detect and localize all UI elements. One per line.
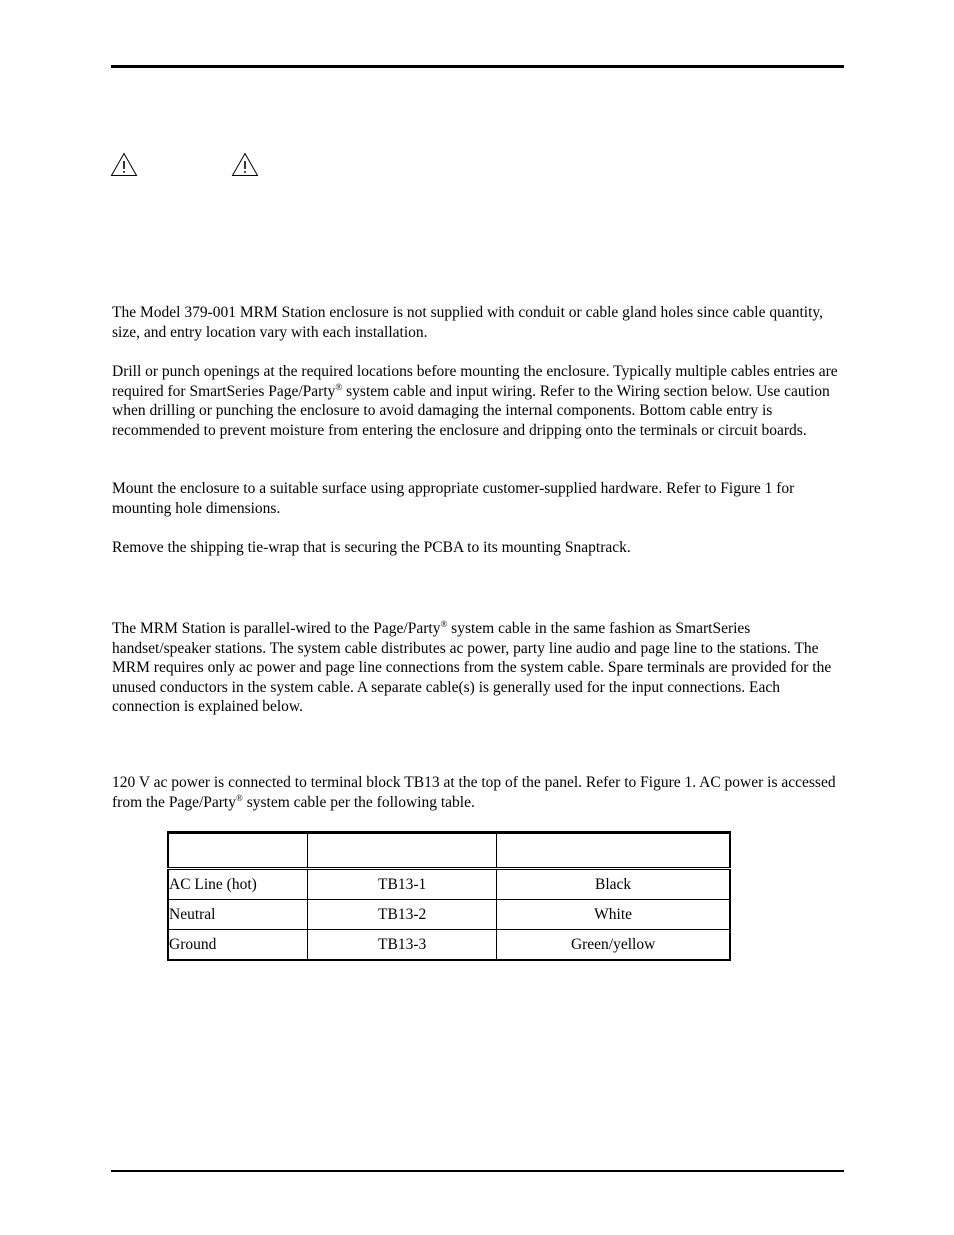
- table-header-cell: [168, 833, 308, 869]
- registered-mark: ®: [235, 792, 243, 803]
- paragraph-remove-tie-wrap: Remove the shipping tie-wrap that is securing the PCBA to its mounting Snaptrack.: [112, 539, 631, 556]
- signal-cell: AC Line (hot): [168, 869, 308, 900]
- warning-triangle-icon: [110, 152, 138, 177]
- table-header-cell: [497, 833, 730, 869]
- paragraph-enclosure-holes: The Model 379-001 MRM Station enclosure is not supplied with conduit or cable gland holes since cable quantity, size, and entry location vary with each installation.: [112, 304, 824, 341]
- table-row: [168, 900, 730, 930]
- registered-mark: ®: [440, 618, 448, 629]
- signal-cell: Neutral: [168, 900, 308, 930]
- wire-color-cell: Green/yellow: [497, 930, 730, 961]
- header-rule: [111, 65, 844, 68]
- table-header-cell: [308, 833, 497, 869]
- wire-color-cell: Black: [497, 869, 730, 900]
- footer-rule: [111, 1170, 844, 1172]
- table-header-row: [168, 833, 730, 869]
- terminal-cell: TB13-2: [308, 900, 497, 930]
- ac-power-table: [167, 831, 731, 961]
- table-row: [168, 930, 730, 961]
- paragraph-drill-openings: Drill or punch openings at the required locations before mounting the enclosure. Typically multiple cables entries are required for SmartSeries Page/Party® system cable and input wiring. Refer to the Wiring section below. Use caution when drilling or punching the enclosure to avoid damaging the internal components. Bottom cable entry is recommended to prevent moisture from entering the enclosure and dripping onto the terminals or circuit boards.: [112, 363, 838, 439]
- table-row: [168, 869, 730, 900]
- warning-triangle-icon: [231, 152, 259, 177]
- signal-cell: Ground: [168, 930, 308, 961]
- paragraph-wiring-overview: The MRM Station is parallel-wired to the Page/Party® system cable in the same fashion as SmartSeries handset/speaker stations. The system cable distributes ac power, party line audio and page line to the stations. The MRM requires only ac power and page line connections from the system cable. Spare terminals are provided for the unused conductors in the system cable. A separate cable(s) is generally used for the input connections. Each connection is explained below.: [112, 618, 832, 716]
- registered-mark: ®: [335, 381, 343, 392]
- terminal-cell: TB13-1: [308, 869, 497, 900]
- paragraph-ac-power: 120 V ac power is connected to terminal block TB13 at the top of the panel. Refer to Figure 1. AC power is accessed from the Page/Party® system cable per the following table.: [112, 774, 836, 811]
- terminal-cell: TB13-3: [308, 930, 497, 961]
- paragraph-mount-enclosure: Mount the enclosure to a suitable surface using appropriate customer-supplied hardware. Refer to Figure 1 for mounting hole dimensions.: [112, 480, 795, 517]
- wire-color-cell: White: [497, 900, 730, 930]
